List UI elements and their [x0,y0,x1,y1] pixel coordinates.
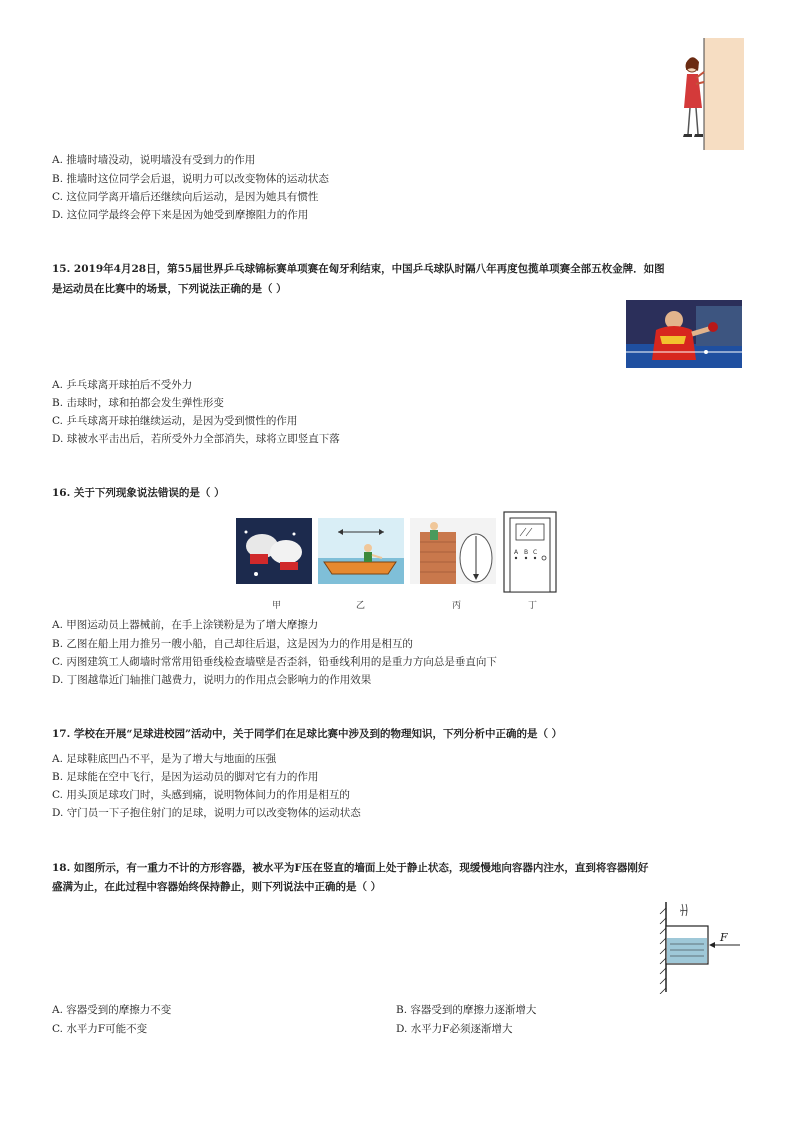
q16-caption-ding: 丁 [528,601,538,611]
q15-option-c: C. 乒乓球离开球拍继续运动，是因为受到惯性的作用 [52,415,298,427]
q18-stem-line1: 18. 如图所示，有一重力不计的方形容器，被水平为F压在竖直的墙面上处于静止状态，现缓慢地向容器内注水，直到将容器刚好 [52,862,649,874]
q14-option-b: B. 推墙时这位同学会后退，说明力可以改变物体的运动状态 [52,173,329,185]
q16-option-b: B. 乙图在船上用力推另一艘小船，自己却往后退，这是因为力的作用是相互的 [52,638,413,650]
svg-text:A: A [514,549,519,556]
q17-option-a: A. 足球鞋底凹凸不平，是为了增大与地面的压强 [52,753,277,765]
svg-text:ꟷ: ꟷ [680,907,688,917]
q18-container-wall-figure [652,900,744,994]
q17-option-d: D. 守门员一下子抱住射门的足球，说明力可以改变物体的运动状态 [52,807,361,819]
q15-stem-line1: 15. 2019年4月28日，第55届世界乒乓球锦标赛单项赛在匈牙利结束，中国乒乓球队时隔八年再度包揽单项赛全部五枚金牌．如图 [52,263,665,275]
q17-option-b: B. 足球能在空中飞行，是因为运动员的脚对它有力的作用 [52,771,319,783]
q15-option-a: A. 乒乓球离开球拍后不受外力 [52,379,193,391]
q16-caption-bing: 丙 [452,601,462,611]
svg-text:B: B [524,549,529,556]
q14-option-a: A. 推墙时墙没动，说明墙没有受到力的作用 [52,154,256,166]
q18-option-b: B. 容器受到的摩擦力逐渐增大 [396,1004,537,1016]
q16-stem: 16. 关于下列现象说法错误的是（ ） [52,487,225,499]
q16-option-a: A. 甲图运动员上器械前，在手上涂镁粉是为了增大摩擦力 [52,619,319,631]
q16-caption-jia: 甲 [272,601,282,611]
q16-option-c: C. 丙图建筑工人砌墙时常常用铅垂线检查墙壁是否歪斜，铅垂线利用的是重力方向总是垂直向下 [52,656,497,668]
q14-girl-pushing-wall-figure [680,38,744,152]
q16-fig-yi-boats [318,518,404,584]
q18-force-label: F [720,931,728,944]
q18-option-c: C. 水平力F可能不变 [52,1023,148,1035]
q15-stem-line2: 是运动员在比赛中的场景，下列说法正确的是（ ） [52,283,287,295]
q14-option-d: D. 这位同学最终会停下来是因为她受到摩擦阻力的作用 [52,209,309,221]
svg-text:C: C [533,549,538,556]
q17-option-c: C. 用头顶足球攻门时，头感到痛，说明物体间力的作用是相互的 [52,789,350,801]
q15-table-tennis-photo [626,300,742,368]
q15-option-b: B. 击球时，球和拍都会发生弹性形变 [52,397,224,409]
q17-stem: 17. 学校在开展“足球进校园”活动中，关于同学们在足球比赛中涉及到的物理知识，下列分析中正确的是（ ） [52,728,563,740]
q14-option-c: C. 这位同学离开墙后还继续向后运动，是因为她具有惯性 [52,191,319,203]
q18-option-d: D. 水平力F必须逐渐增大 [396,1023,513,1035]
q16-fig-jia-chalk-hands [236,518,312,584]
q16-fig-ding-door [502,510,558,594]
q15-option-d: D. 球被水平击出后，若所受外力全部消失，球将立即竖直下落 [52,433,340,445]
q16-option-d: D. 丁图越靠近门轴推门越费力，说明力的作用点会影响力的作用效果 [52,674,372,686]
q18-stem-line2: 盛满为止，在此过程中容器始终保持静止，则下列说法中正确的是（ ） [52,881,382,893]
q18-option-a: A. 容器受到的摩擦力不变 [52,1004,172,1016]
q16-fig-bing-plumb-line [410,518,496,584]
q16-caption-yi: 乙 [356,601,366,611]
